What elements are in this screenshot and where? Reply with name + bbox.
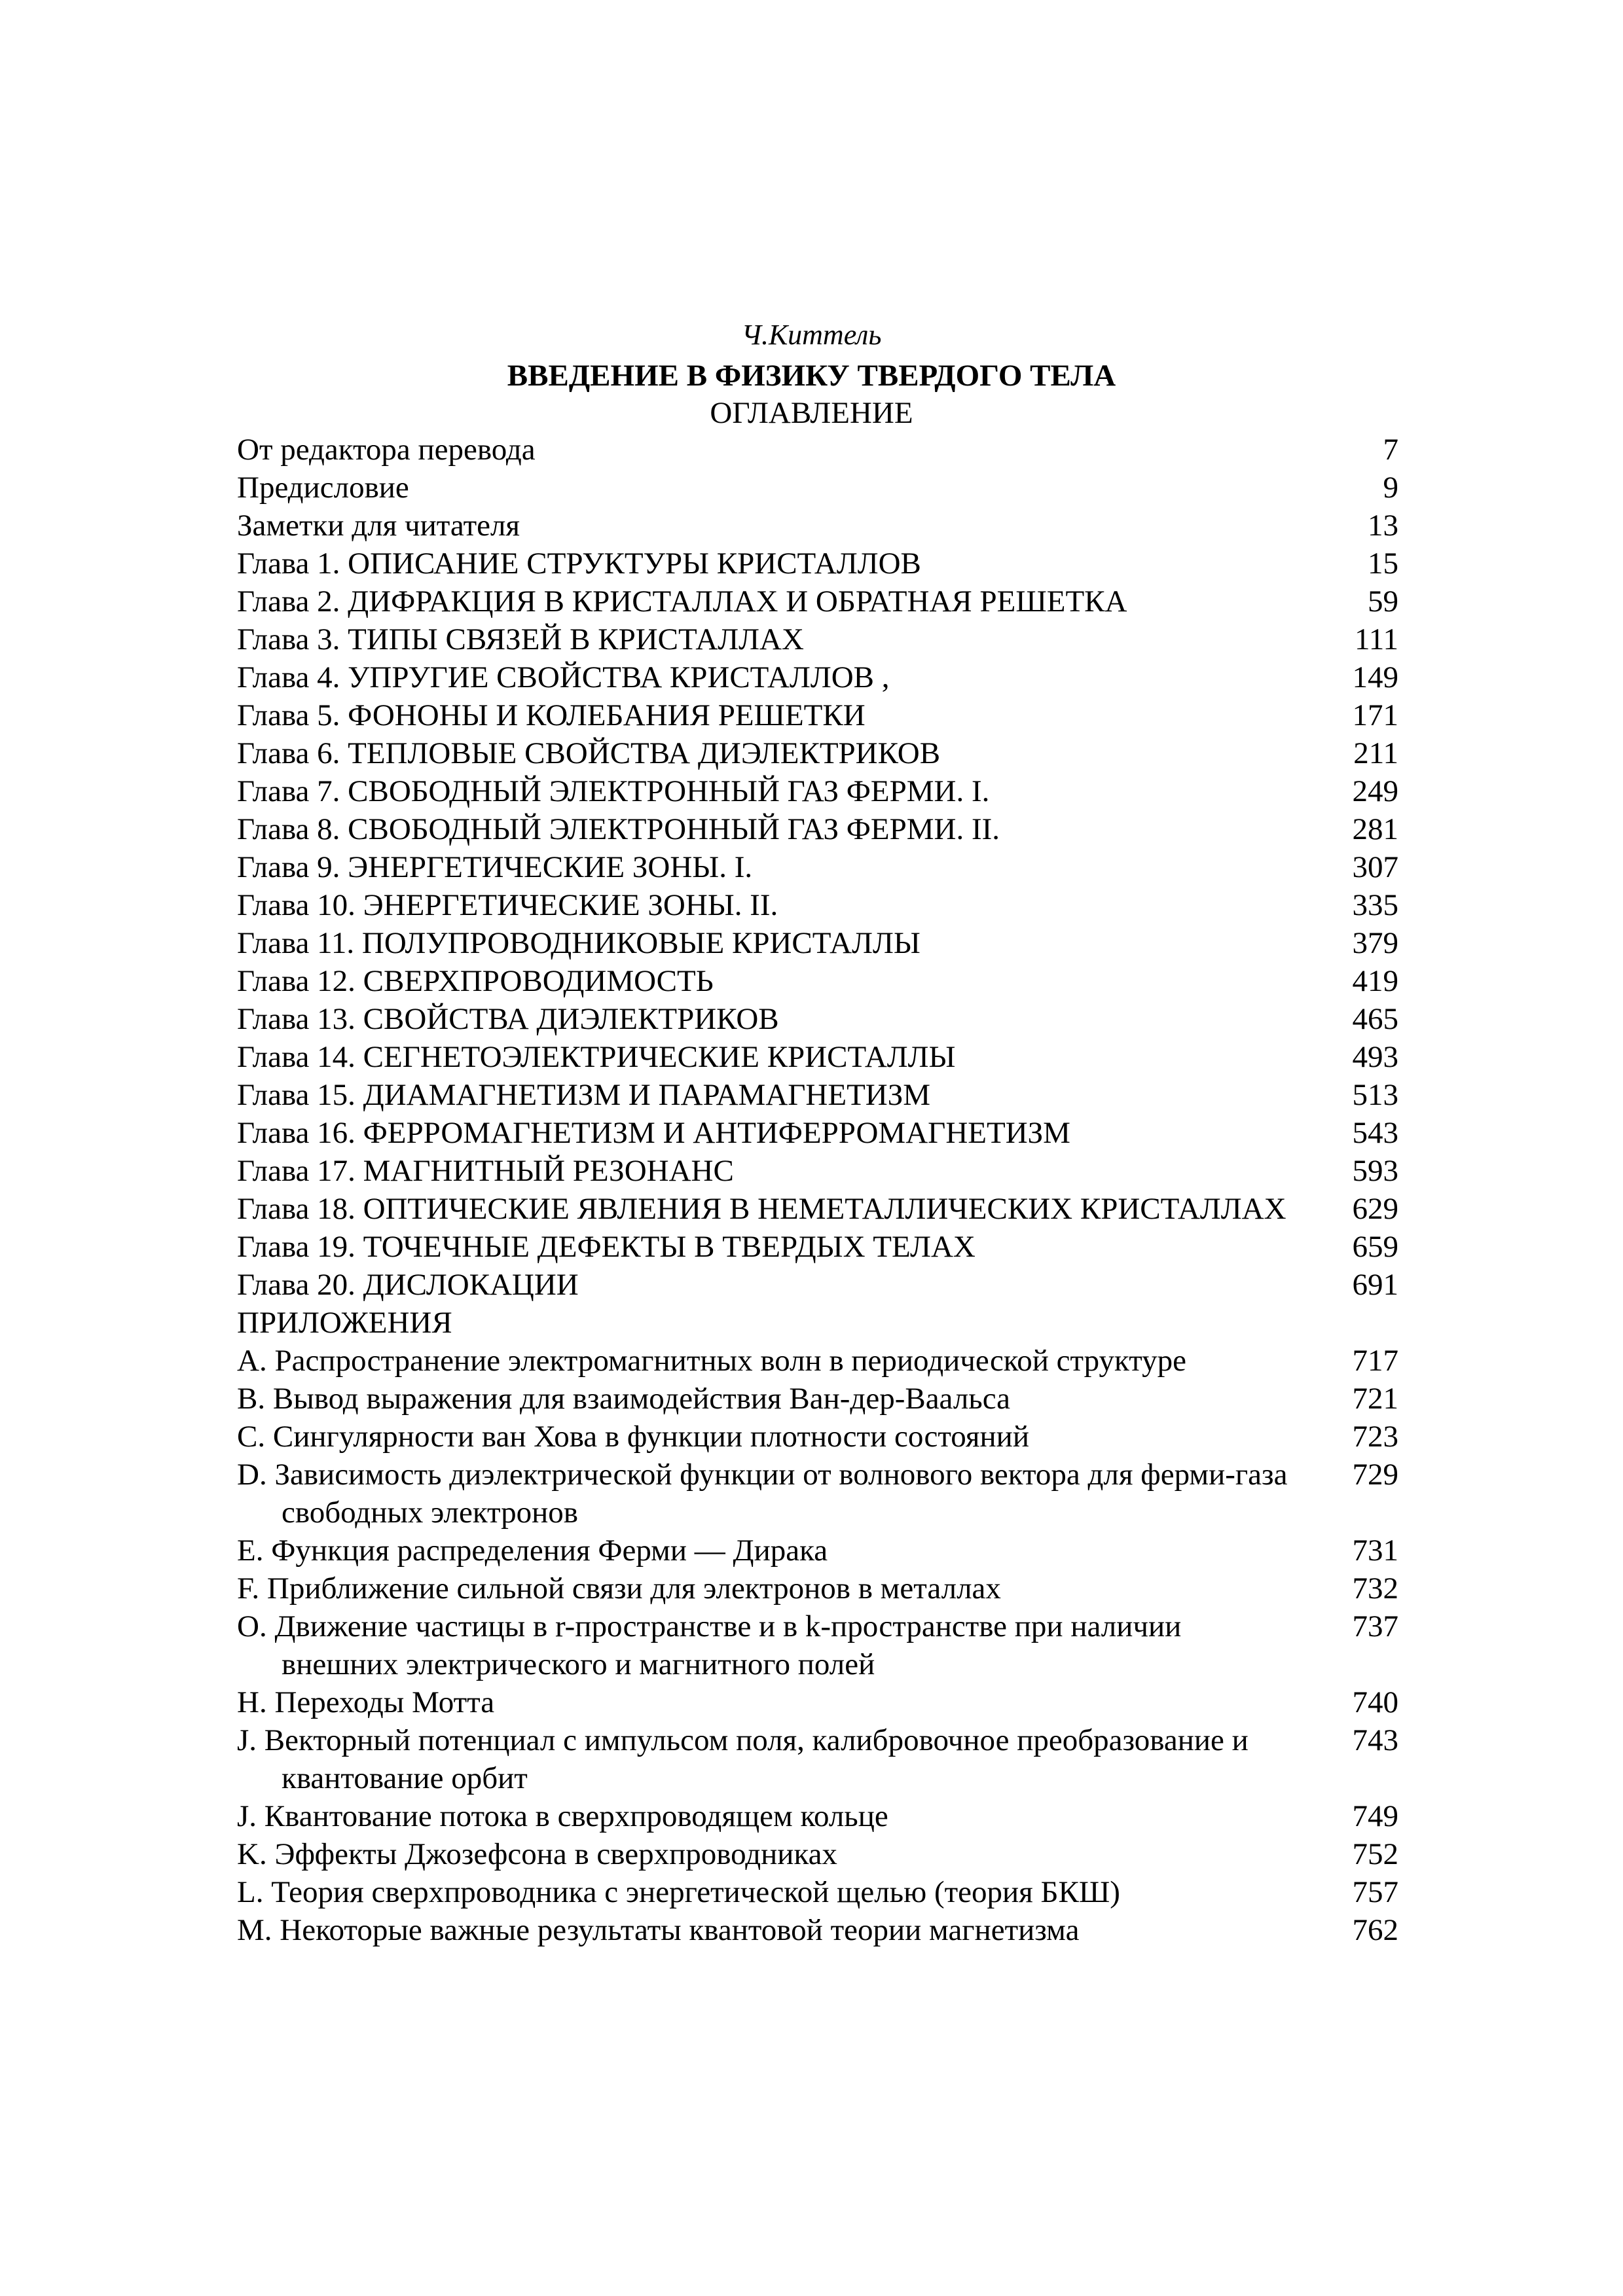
toc-chapter-entry[interactable] xyxy=(237,1152,1398,1190)
chapter-title: Глава 18. ОПТИЧЕСКИЕ ЯВЛЕНИЯ В НЕМЕТАЛЛИЧЕСКИХ КРИСТАЛЛАХ xyxy=(237,1192,1286,1226)
toc-appendix-entry[interactable] xyxy=(237,1873,1398,1911)
appendix-page: 717 xyxy=(1352,1344,1398,1378)
chapter-page: 659 xyxy=(1352,1230,1398,1264)
chapter-page: 335 xyxy=(1352,888,1398,922)
chapter-title: Глава 19. ТОЧЕЧНЫЕ ДЕФЕКТЫ В ТВЕРДЫХ ТЕЛАХ xyxy=(237,1230,976,1264)
appendix-page: 737 xyxy=(1352,1609,1398,1643)
chapter-title: Глава 5. ФОНОНЫ И КОЛЕБАНИЯ РЕШЕТКИ xyxy=(237,698,866,732)
toc-chapter-entry[interactable] xyxy=(237,1076,1398,1114)
toc-chapter-entry[interactable] xyxy=(237,1038,1398,1076)
chapter-page: 149 xyxy=(1352,660,1398,694)
toc-chapter-entry[interactable] xyxy=(237,696,1398,734)
toc-appendix-entry[interactable] xyxy=(237,1835,1398,1873)
appendix-title: K. Эффекты Джозефсона в сверхпроводниках xyxy=(237,1837,837,1871)
chapter-page: 307 xyxy=(1352,850,1398,884)
toc-chapter-entry[interactable] xyxy=(237,545,1398,583)
appendix-page: 762 xyxy=(1352,1913,1398,1947)
chapter-page: 379 xyxy=(1352,926,1398,960)
chapter-title: Глава 15. ДИАМАГНЕТИЗМ И ПАРАМАГНЕТИЗМ xyxy=(237,1078,931,1112)
chapter-title: Глава 20. ДИСЛОКАЦИИ xyxy=(237,1268,579,1302)
appendix-page: 752 xyxy=(1352,1837,1398,1871)
appendix-title: A. Распространение электромагнитных волн в периодической структуре xyxy=(237,1344,1187,1378)
appendix-title: C. Сингулярности ван Хова в функции плотности состояний xyxy=(237,1420,1029,1454)
toc-entry-page: 7 xyxy=(1383,433,1398,467)
appendix-page: 729 xyxy=(1352,1458,1398,1492)
toc-chapter-entry[interactable] xyxy=(237,658,1398,696)
appendix-page: 749 xyxy=(1352,1799,1398,1833)
chapter-page: 281 xyxy=(1352,812,1398,846)
appendix-page: 743 xyxy=(1352,1723,1398,1757)
toc-chapter-entry[interactable] xyxy=(237,924,1398,962)
toc-heading: ОГЛАВЛЕНИЕ xyxy=(710,396,913,430)
toc-chapter-entry[interactable] xyxy=(237,772,1398,810)
chapter-page: 419 xyxy=(1352,964,1398,998)
toc-appendix-entry[interactable] xyxy=(237,1911,1398,1949)
toc-entry[interactable] xyxy=(237,469,1398,507)
toc-entry[interactable] xyxy=(237,507,1398,545)
appendix-title: F. Приближение сильной связи для электронов в металлах xyxy=(237,1571,1001,1605)
appendices-heading: ПРИЛОЖЕНИЯ xyxy=(237,1306,452,1340)
chapter-page: 111 xyxy=(1354,622,1398,656)
appendix-title: J. Квантование потока в сверхпроводящем кольце xyxy=(237,1799,888,1833)
appendix-page: 732 xyxy=(1352,1571,1398,1605)
toc-chapter-entry[interactable] xyxy=(237,962,1398,1000)
chapter-page: 249 xyxy=(1352,774,1398,808)
toc-chapter-entry[interactable] xyxy=(237,620,1398,658)
toc-chapter-entry[interactable] xyxy=(237,1000,1398,1038)
chapter-title: Глава 4. УПРУГИЕ СВОЙСТВА КРИСТАЛЛОВ , xyxy=(237,660,890,694)
chapter-title: Глава 9. ЭНЕРГЕТИЧЕСКИЕ ЗОНЫ. I. xyxy=(237,850,753,884)
toc-chapter-entry[interactable] xyxy=(237,583,1398,620)
chapter-title: Глава 17. МАГНИТНЫЙ РЕЗОНАНС xyxy=(237,1154,734,1188)
toc-appendix-entry[interactable] xyxy=(237,1683,1398,1721)
toc-entry-page: 9 xyxy=(1383,471,1398,505)
chapter-title: Глава 3. ТИПЫ СВЯЗЕЙ В КРИСТАЛЛАХ xyxy=(237,622,804,656)
toc-entry-page: 13 xyxy=(1368,509,1398,543)
appendix-page: 757 xyxy=(1352,1875,1398,1909)
appendix-title: O. Движение частицы в r-пространстве и в k-пространстве при наличии внешних электрического и магнитного полей xyxy=(237,1609,1182,1681)
toc-appendix-entry[interactable] xyxy=(237,1418,1398,1456)
appendix-page: 731 xyxy=(1352,1534,1398,1568)
chapter-page: 15 xyxy=(1368,547,1398,581)
toc-appendix-entry[interactable] xyxy=(237,1797,1398,1835)
toc-appendix-entry[interactable] xyxy=(237,1532,1398,1570)
chapter-page: 465 xyxy=(1352,1002,1398,1036)
appendix-page: 721 xyxy=(1352,1382,1398,1416)
toc-entry-title: Заметки для читателя xyxy=(237,509,520,543)
toc-appendix-entry[interactable] xyxy=(237,1721,1398,1797)
chapter-page: 171 xyxy=(1352,698,1398,732)
chapter-page: 513 xyxy=(1352,1078,1398,1112)
chapter-title: Глава 7. СВОБОДНЫЙ ЭЛЕКТРОННЫЙ ГАЗ ФЕРМИ. I. xyxy=(237,774,990,808)
appendix-page: 740 xyxy=(1352,1685,1398,1719)
chapter-title: Глава 10. ЭНЕРГЕТИЧЕСКИЕ ЗОНЫ. II. xyxy=(237,888,778,922)
chapter-title: Глава 12. СВЕРХПРОВОДИМОСТЬ xyxy=(237,964,714,998)
chapter-title: Глава 6. ТЕПЛОВЫЕ СВОЙСТВА ДИЭЛЕКТРИКОВ xyxy=(237,736,941,770)
toc-chapter-entry[interactable] xyxy=(237,1190,1398,1228)
chapter-title: Глава 16. ФЕРРОМАГНЕТИЗМ И АНТИФЕРРОМАГНЕТИЗМ xyxy=(237,1116,1070,1150)
toc-entry-title: Предисловие xyxy=(237,471,409,505)
toc-appendix-entry[interactable] xyxy=(237,1456,1398,1532)
table-of-contents xyxy=(237,431,1398,1949)
chapter-title: Глава 13. СВОЙСТВА ДИЭЛЕКТРИКОВ xyxy=(237,1002,779,1036)
toc-appendix-entry[interactable] xyxy=(237,1607,1398,1683)
toc-chapter-entry[interactable] xyxy=(237,1266,1398,1304)
toc-chapter-entry[interactable] xyxy=(237,1114,1398,1152)
appendix-title: L. Теория сверхпроводника с энергетической щелью (теория БКШ) xyxy=(237,1875,1120,1909)
toc-entry-title: От редактора перевода xyxy=(237,433,536,467)
chapter-page: 211 xyxy=(1353,736,1398,770)
chapter-page: 593 xyxy=(1352,1154,1398,1188)
appendix-title: E. Функция распределения Ферми — Дирака xyxy=(237,1534,828,1568)
appendix-page: 723 xyxy=(1352,1420,1398,1454)
toc-entry[interactable] xyxy=(237,431,1398,469)
toc-chapter-entry[interactable] xyxy=(237,810,1398,848)
appendix-title: B. Вывод выражения для взаимодействия Ван-дер-Ваальса xyxy=(237,1382,1011,1416)
chapter-page: 629 xyxy=(1352,1192,1398,1226)
appendix-title: J. Векторный потенциал с импульсом поля, калибровочное преобразование и квантование орбит xyxy=(237,1723,1249,1795)
chapter-title: Глава 1. ОПИСАНИЕ СТРУКТУРЫ КРИСТАЛЛОВ xyxy=(237,547,921,581)
chapter-page: 691 xyxy=(1352,1268,1398,1302)
toc-appendix-entry[interactable] xyxy=(237,1380,1398,1418)
chapter-page: 493 xyxy=(1352,1040,1398,1074)
appendix-title: D. Зависимость диэлектрической функции от волнового вектора для ферми-газа свободных электронов xyxy=(237,1458,1288,1530)
chapter-title: Глава 8. СВОБОДНЫЙ ЭЛЕКТРОННЫЙ ГАЗ ФЕРМИ. II. xyxy=(237,812,1000,846)
toc-chapter-entry[interactable] xyxy=(237,734,1398,772)
chapter-title: Глава 14. СЕГНЕТОЭЛЕКТРИЧЕСКИЕ КРИСТАЛЛЫ xyxy=(237,1040,956,1074)
chapter-page: 543 xyxy=(1352,1116,1398,1150)
toc-chapter-entry[interactable] xyxy=(237,886,1398,924)
toc-chapter-entry[interactable] xyxy=(237,1228,1398,1266)
toc-appendix-entry[interactable] xyxy=(237,1342,1398,1380)
toc-appendix-entry[interactable] xyxy=(237,1570,1398,1607)
chapter-title: Глава 11. ПОЛУПРОВОДНИКОВЫЕ КРИСТАЛЛЫ xyxy=(237,926,921,960)
toc-chapter-entry[interactable] xyxy=(237,848,1398,886)
chapter-page: 59 xyxy=(1368,584,1398,619)
author-name: Ч.Киттель xyxy=(741,319,882,351)
chapter-title: Глава 2. ДИФРАКЦИЯ В КРИСТАЛЛАХ И ОБРАТНАЯ РЕШЕТКА xyxy=(237,584,1127,619)
book-title: ВВЕДЕНИЕ В ФИЗИКУ ТВЕРДОГО ТЕЛА xyxy=(507,359,1116,393)
appendix-title: M. Некоторые важные результаты квантовой теории магнетизма xyxy=(237,1913,1080,1947)
appendix-title: H. Переходы Мотта xyxy=(237,1685,495,1719)
